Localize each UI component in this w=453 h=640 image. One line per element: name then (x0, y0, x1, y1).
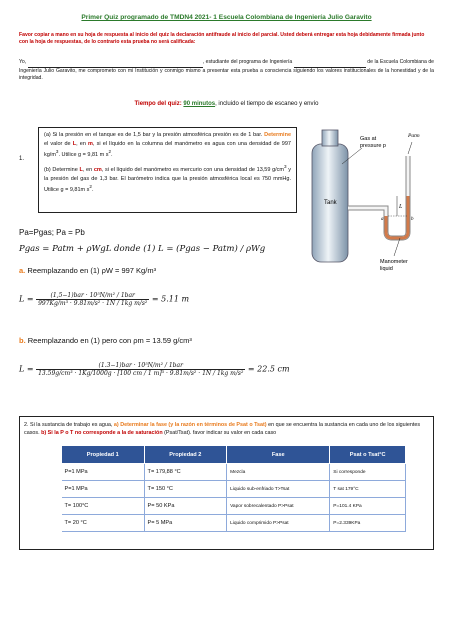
table-cell: T sat 179°C (330, 481, 406, 498)
table-row (62, 464, 406, 481)
q1a-exp: 3 (55, 149, 59, 155)
q1b-L: L (79, 167, 83, 174)
table-row (62, 481, 406, 498)
liquid-leader-line (394, 238, 400, 256)
time-value: 90 minutos (183, 101, 216, 107)
table-cell: P= 5 MPa (144, 515, 227, 532)
q1a-m: m (88, 140, 93, 147)
part-b-fraction (36, 362, 245, 377)
q2-part-b: b) Si la P o T no corresponde a la de saturación (41, 430, 163, 437)
part-b-tag: b. (19, 336, 26, 345)
equality-statement: Pa=Pgas; Pa = Pb (19, 228, 85, 237)
q1b-text-1: (b) Determine (44, 167, 78, 174)
question-1b (44, 163, 291, 194)
pressure-equation: Pgas = Patm + ρWgL donde (1) L = (Pgas − Patm) / ρWg (19, 244, 266, 254)
q1a-text-2: el valor de (44, 140, 71, 147)
part-b-text: Reemplazando en (1) pero con ρm = 13.59 g/cm³ (27, 336, 192, 345)
q1a-text-3: , en (76, 140, 86, 147)
table-row (62, 515, 406, 532)
q1a-text-6: . (111, 151, 113, 158)
gas-label-2: pressure p (360, 143, 386, 149)
table-cell: Liquido sub-enfriado T>Tsat (227, 481, 330, 498)
gas-label-1: Gas at (360, 136, 377, 142)
q2-mid: en que se encuentra la sustancia en cada uno de los siguientes casos. (24, 422, 421, 437)
table-cell: P=1 MPa (62, 481, 145, 498)
part-a-tag: a. (19, 266, 26, 275)
part-a-result: = 5.11 m (151, 294, 190, 304)
L-label: L (399, 204, 403, 210)
patm-leader-line (408, 142, 412, 154)
manometer-tube (348, 156, 408, 238)
table-cell: P=2.339KPa (330, 515, 406, 532)
part-a-numerator: (1,5−1)bar · 10⁵N/m² / 1bar (36, 292, 149, 300)
time-label: Tiempo del quiz: (134, 101, 182, 107)
part-b-result: = 22.5 cm (247, 364, 290, 374)
tank-label: Tank (324, 200, 337, 206)
table-cell: Liquido comprimido P>Psat (227, 515, 330, 532)
part-a-calculation (19, 292, 189, 307)
col-fase: Fase (227, 446, 330, 464)
col-propiedad-2: Propiedad 2 (144, 446, 227, 464)
part-a-heading (19, 266, 156, 275)
table-cell: Vapor sobrecalentado P>Psat (227, 498, 330, 515)
manometer-label-2: liquid (380, 266, 393, 272)
table-cell: T= 100°C (62, 498, 145, 515)
name-blank (28, 59, 203, 68)
q1a-L: L (72, 140, 77, 147)
time-rest: , incluido el tiempo de escaneo y envío (215, 101, 319, 107)
q2-end: (Psat/Tsat). favor indicar su valor en cada caso (164, 430, 277, 437)
table-cell: P=101.4 KPa (330, 498, 406, 515)
antifraud-pledge (19, 59, 434, 83)
q1b-exp2: 2 (89, 184, 92, 190)
q1a-text-1: (a) Si la presión en el tanque es de 1,5 bar y la presión atmosférica presión es de 1 bar. (44, 132, 263, 138)
part-a-denominator: 997Kg/m³ · 9.81m/s² · 1N / 1kg m/s² (38, 300, 148, 307)
q1a-exp2: 2 (108, 149, 111, 155)
patm-label: Patm (408, 133, 420, 139)
part-b-denominator: 13.59g/cm³ · 1Kg/1000g · [100 cm / 1 m]³ · 9.81m/s² · 1N / 1kg m/s² (38, 370, 244, 377)
question-1-box (38, 127, 297, 213)
part-a-fraction (36, 292, 149, 307)
col-psat-tsat: Psat o Tsat°C (330, 446, 406, 464)
table-row (62, 498, 406, 515)
table-cell: Mezcla (227, 464, 330, 481)
q2-intro: 2. Si la sustancia de trabajo es agua, (24, 422, 113, 428)
q1a-text-4: , si el líquido en la columna del manómetro es agua con una densidad de 997 kg/m (44, 140, 291, 158)
point-b-label: b (411, 217, 414, 222)
q2-part-a: a) Determinar la fase (y la razón en términos de Psat o Tsat) (113, 422, 267, 428)
manometer-tank-figure (302, 124, 434, 274)
col-propiedad-1: Propiedad 1 (62, 446, 145, 464)
manometer-label-1: Manometer (380, 259, 408, 265)
part-b-numerator: (1.3−1)bar · 10⁵N/m² / 1bar (36, 362, 245, 370)
part-b-L: L = (19, 364, 34, 374)
q1b-text-4: y la presión del gas de 1,3 bar. El barómetro indica que la presión atmosférica local es 750 mmHg. Utilice g = 9,81m s (44, 167, 291, 194)
program-blank (294, 59, 366, 68)
tank-shape (312, 130, 348, 262)
part-a-text: Reemplazando en (1) ρW = 997 Kg/m³ (27, 266, 157, 275)
q1b-exp: 3 (284, 164, 287, 170)
pledge-part-b: , estudiante del programa de Ingeniería (202, 59, 293, 65)
q1b-text-5: . (91, 187, 94, 194)
table-cell: T= 179,88 °C (144, 464, 227, 481)
quiz-time (0, 101, 453, 107)
question-2-text (24, 421, 429, 438)
table-cell: Si corresponde (330, 464, 406, 481)
table-header-row (62, 446, 406, 464)
quiz-title: Primer Quiz programado de TMDN4 2021- 1 Escuela Colombiana de Ingeniería Julio Garavito (81, 14, 372, 21)
question-1a (44, 131, 291, 159)
q1a-determine: Determine (264, 132, 292, 138)
pledge-part-a: Yo, (19, 59, 27, 65)
table-cell: T= 20 °C (62, 515, 145, 532)
question-2-box (19, 416, 434, 550)
phase-table (61, 445, 406, 532)
part-b-calculation (19, 362, 290, 377)
q1a-text-5: . Utilice g = 9,81 m s (58, 151, 109, 158)
part-b-heading (19, 336, 192, 345)
q1b-text-2: , en (82, 167, 93, 174)
table-cell: T= 150 °C (144, 481, 227, 498)
pledge-part-c: de la Escuela Colombiana de Ingeniería Julio Garavito, me comprometo con mi Institución y conmigo mismo a presentar esta prueba a consciencia siguiendo los valores institucionales de la honestidad y de la integridad. (19, 59, 434, 82)
q1b-cm: cm (93, 167, 102, 174)
question-1-number: 1. (19, 156, 25, 162)
part-a-L: L = (19, 294, 34, 304)
q1b-text-3: , si el líquido del manómetro es mercurio con una densidad de 13,59 g/cm (101, 167, 285, 174)
table-cell: P=1 MPa (62, 464, 145, 481)
point-a-label: a (381, 217, 384, 222)
table-cell: P= 50 KPa (144, 498, 227, 515)
antifraud-notice: Favor copiar a mano en su hoja de respuesta al inicio del quiz la declaración antifraude al inicio del parcial. Usted deberá entregar esta hoja debidamente firmada junto con la hoja de respuestas, de lo contrario esta prueba no será calificada: (19, 32, 425, 46)
